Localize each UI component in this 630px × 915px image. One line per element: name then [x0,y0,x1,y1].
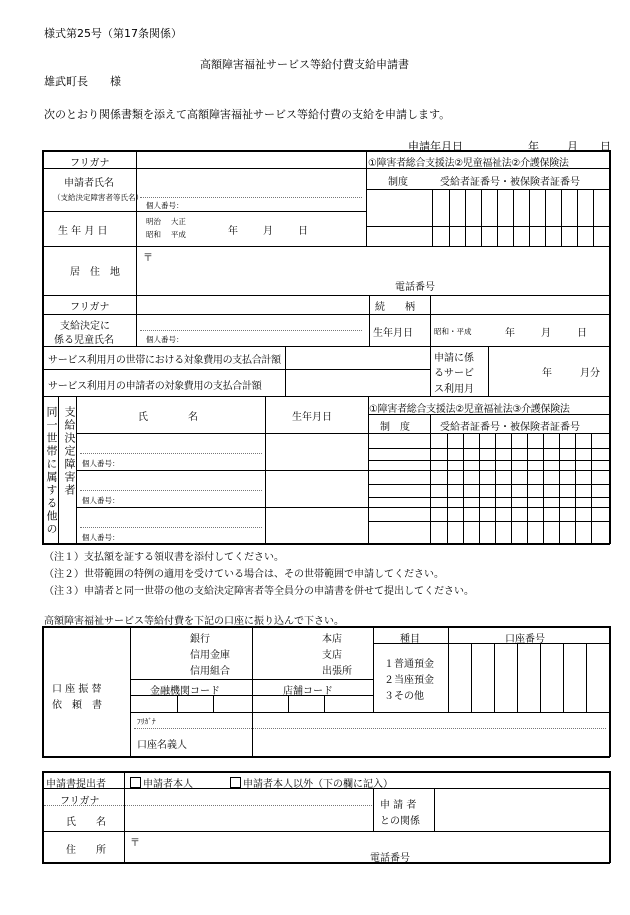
application-date-month[interactable]: 月 [567,140,578,153]
submitter-relation-label-1: 申 請 者 [380,800,417,811]
institution-code-label: 金融機関コード [150,686,220,697]
household-total-label: サービス利用月の世帯における対象費用の支払合計額 [48,355,281,366]
account-type-2[interactable]: ２当座預金 [384,675,434,686]
household-system-header: 制 度 [380,422,410,433]
child-my-number-label: 個人番号： [146,335,184,344]
applicant-era-2[interactable]: 昭和 平成 [146,230,186,239]
branch-code-label: 店舗コード [283,686,333,697]
applicant-era-1[interactable]: 明治 大正 [146,217,186,226]
child-furigana-label: フリガナ [70,302,110,313]
applicant-cert-number-header: 受給者証番号・被保険者証番号 [440,177,580,188]
address-label: 居 住 地 [70,267,120,278]
household-my-number-1: 個人番号： [82,459,120,468]
household-name-header: 氏 名 [138,412,198,423]
applicant-name-label: 申請者氏名 [64,178,114,189]
submitter-phone-label: 電話番号 [370,853,410,864]
checkbox-icon[interactable] [230,777,241,788]
service-month-label-3: ス利用月 [434,384,474,395]
form-number: 様式第25号（第17条関係） [44,27,182,40]
applicant-birth-month: 月 [263,226,273,237]
addressee: 雄武町長 様 [44,75,121,88]
applicant-system-header: 制度 [388,177,408,188]
child-relation-label: 続 柄 [375,302,415,313]
submitter-address-label: 住 所 [66,845,106,856]
household-side-label-2: 支給決定障害者 [63,406,76,497]
note-2: （注２）世帯範囲の特例の適用を受けている場合は、その世帯範囲で申請してください。 [44,569,444,580]
household-my-number-2: 個人番号： [82,496,120,505]
account-holder-label: 口座名義人 [137,740,187,751]
account-type-header: 種目 [400,634,420,645]
child-birth-month: 月 [541,328,551,339]
applicant-birth-day: 日 [298,226,308,237]
child-label-line1: 支給決定に [60,321,110,332]
child-label-line2: 係る児童氏名 [54,335,114,346]
account-type-1[interactable]: １普通預金 [384,659,434,670]
application-date-day[interactable]: 日 [600,140,611,153]
bank-side-label-2: 依 頼 書 [52,700,102,711]
address-phone-label: 電話番号 [395,282,435,293]
applicant-birth-year: 年 [228,226,238,237]
form-title: 高額障害福祉サービス等給付費支給申請書 [200,58,409,71]
bank-intro: 高額障害福祉サービス等給付費を下記の口座に振り込んで下さい。 [44,616,344,627]
child-birth-day: 日 [577,328,587,339]
applicant-furigana-label: フリガナ [70,158,110,169]
applicant-law-options: ①障害者総合支援法②児童福祉法②介護保険法 [368,158,569,169]
account-type-3[interactable]: ３その他 [384,691,424,702]
applicant-total-label: サービス利用月の申請者の対象費用の支払合計額 [48,381,262,392]
note-1: （注１）支払額を証する領収書を添付してください。 [44,552,284,563]
submitter-option-self[interactable]: 申請者本人 [130,775,193,790]
service-month-label-2: るサービ [434,368,474,379]
branch-type-shiten[interactable]: 支店 [322,650,342,661]
service-month-year: 年 [542,368,552,379]
household-birth-header: 生年月日 [292,412,332,423]
branch-type-shutcho[interactable]: 出張所 [322,666,352,677]
checkbox-icon[interactable] [130,777,141,788]
submitter-option-other[interactable]: 申請者本人以外（下の欄に記入） [230,775,393,790]
child-era[interactable]: 昭和・平成 [434,327,472,336]
household-my-number-3: 個人番号： [82,533,120,542]
submitter-postal-mark: 〒 [130,838,140,849]
bank-type-bank[interactable]: 銀行 [190,634,210,645]
service-month-month: 月分 [580,368,600,379]
application-date-label: 申請年月日 [408,140,463,153]
household-side-label-1: 同一世帯に属する他の [45,406,58,536]
submitter-furigana-label: フリガナ [60,796,100,807]
account-number-header: 口座番号 [505,634,545,645]
holder-kana-label: ﾌﾘｶﾞﾅ [137,717,156,726]
submitter-label: 申請書提出者 [46,779,106,790]
intro-text: 次のとおり関係書類を添えて高額障害福祉サービス等給付費の支給を申請します。 [44,108,451,121]
note-3: （注３）申請者と同一世帯の他の支給決定障害者等全員分の申請書を併せて提出してください。 [44,586,474,597]
submitter-name-label: 氏 名 [66,817,106,828]
household-cert-number-header: 受給者証番号・被保険者証番号 [440,422,580,433]
bank-type-shinkin[interactable]: 信用金庫 [190,650,230,661]
application-date-year[interactable]: 年 [528,140,539,153]
submitter-relation-label-2: との関係 [380,816,420,827]
child-birth-year: 年 [505,328,515,339]
applicant-name-sublabel: （支給決定障害者等氏名） [53,193,143,202]
bank-type-kumiai[interactable]: 信用組合 [190,666,230,677]
applicant-my-number-label: 個人番号： [146,201,184,210]
applicant-birth-label: 生 年 月 日 [58,226,108,237]
child-birth-label: 生年月日 [373,328,413,339]
branch-type-honten[interactable]: 本店 [322,634,342,645]
bank-side-label-1: 口 座 振 替 [52,684,102,695]
household-law-options: ①障害者総合支援法②児童福祉法③介護保険法 [369,404,570,415]
address-postal-mark: 〒 [143,253,153,264]
service-month-label-1: 申請に係 [434,353,474,364]
